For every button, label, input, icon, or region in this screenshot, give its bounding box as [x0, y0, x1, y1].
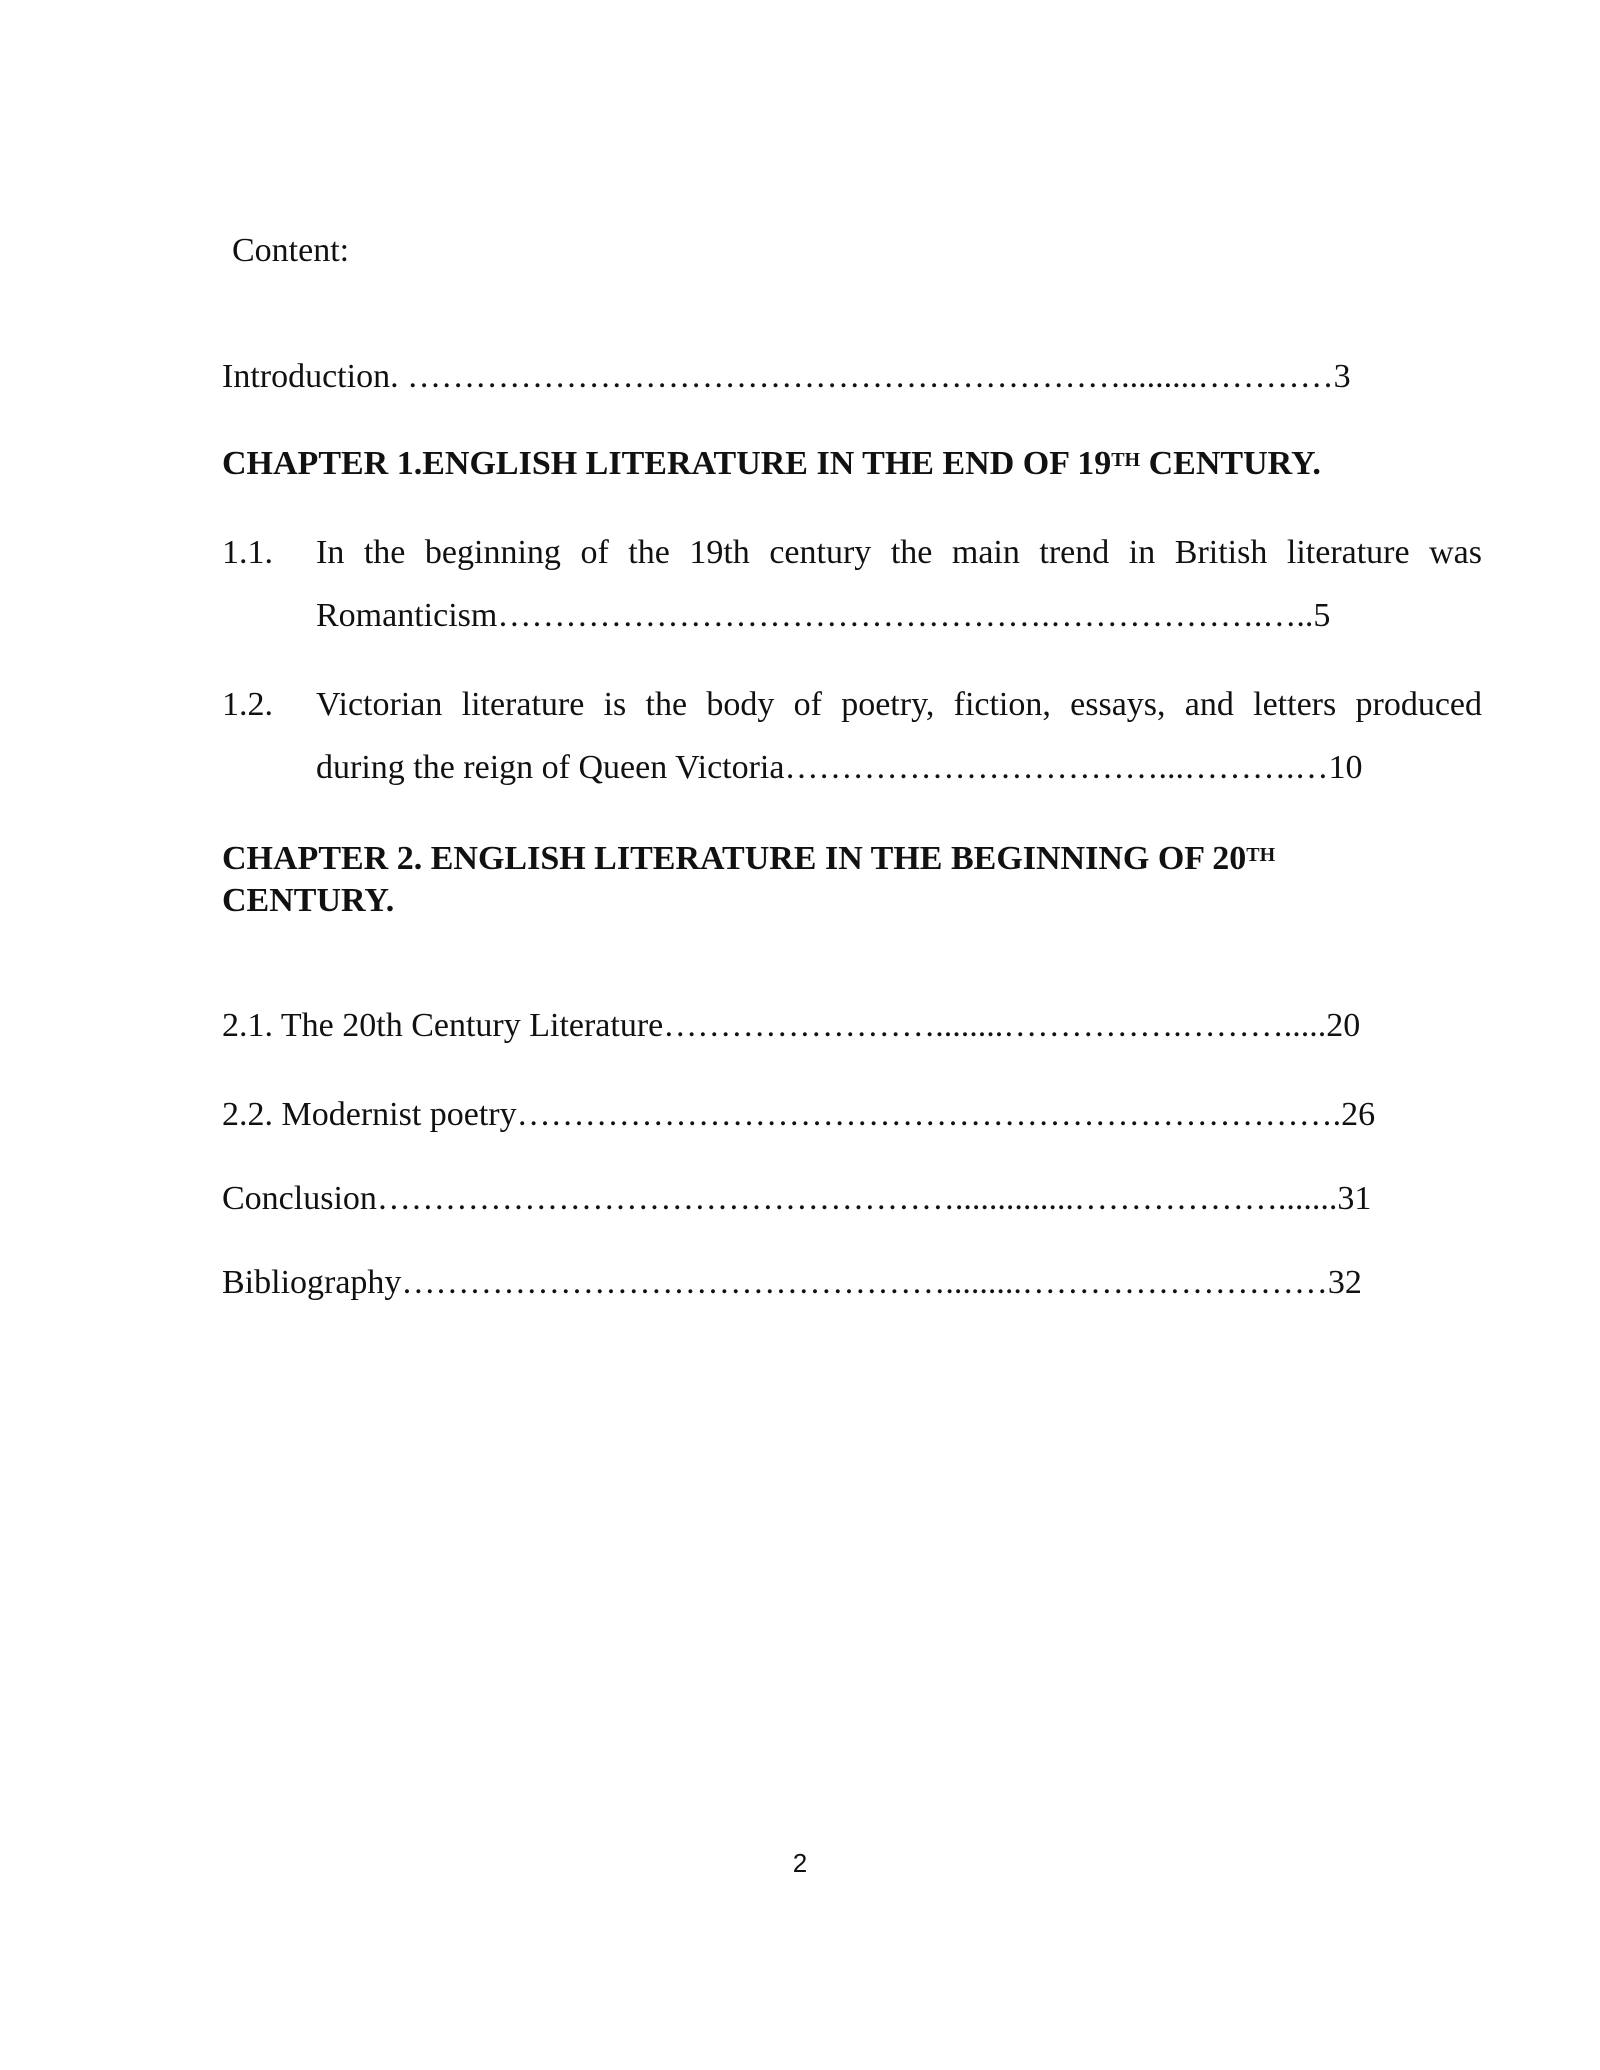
toc-entry-bibliography: Bibliography………………………………………….........………………………32	[222, 1264, 1362, 1301]
page-number: 2	[792, 1848, 808, 1878]
toc-entry-1-2-line1: Victorian literature is the body of poetry, fiction, essays, and letters produced	[316, 686, 1482, 723]
chapter-1-title	[222, 443, 1484, 485]
toc-entry-2-2: 2.2. Modernist poetry……………………………………………………………….26	[222, 1096, 1376, 1133]
chapter-2-title	[222, 838, 1484, 922]
toc-entry-1-2-number: 1.2.	[222, 686, 273, 723]
contents-heading: Content:	[232, 232, 350, 269]
toc-entry-introduction: Introduction. ……………………………………………………….........…………3	[222, 358, 1351, 395]
chapter-1-title-superscript: TH	[1111, 449, 1141, 471]
chapter-1-title-end: CENTURY.	[1140, 445, 1321, 482]
chapter-2-title-text: CHAPTER 2. ENGLISH LITERATURE IN THE BEGINNING OF 20	[222, 840, 1247, 877]
toc-entry-conclusion: Conclusion……………………………………………..............……………….......31	[222, 1180, 1372, 1217]
toc-entry-1-2-line2: during the reign of Queen Victoria……………………………...……….…10	[316, 749, 1363, 786]
toc-entry-1-1-line2: Romanticism………………………………………….……………….…..5	[316, 597, 1331, 634]
toc-entry-2-1: 2.1. The 20th Century Literature……………………........…………….……….....20	[222, 1007, 1361, 1044]
chapter-2-title-line2: CENTURY.	[222, 882, 395, 919]
chapter-1-title-text: CHAPTER 1.ENGLISH LITERATURE IN THE END OF 19	[222, 445, 1112, 482]
chapter-2-title-superscript: TH	[1246, 844, 1276, 866]
toc-entry-1-1-line1: In the beginning of the 19th century the main trend in British literature was	[316, 534, 1482, 571]
toc-entry-1-1-number: 1.1.	[222, 534, 273, 571]
